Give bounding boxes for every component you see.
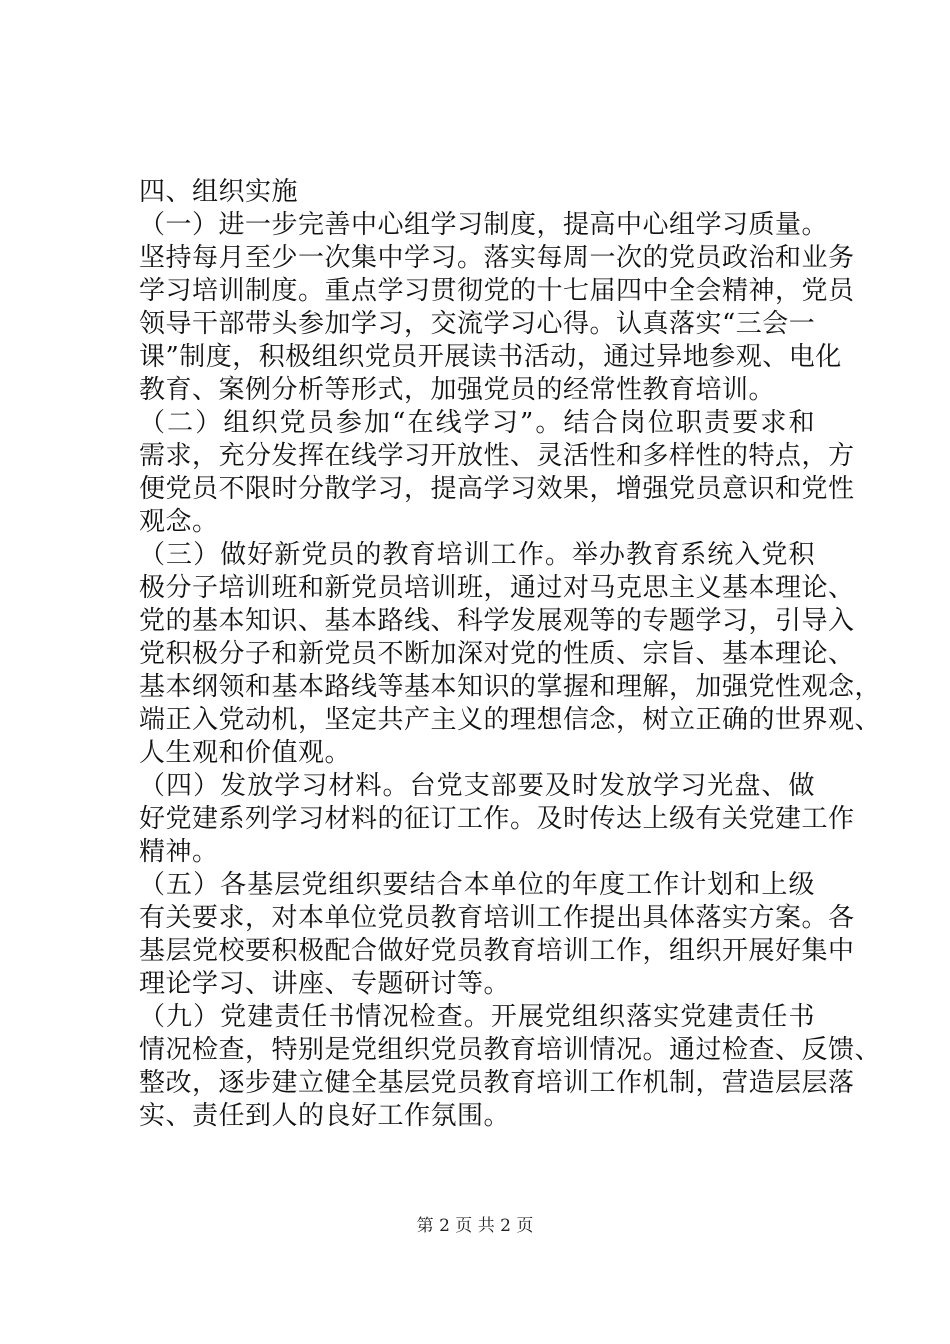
- text-line: （四）发放学习材料。台党支部要及时发放学习光盘、做: [139, 771, 815, 801]
- text-line: 教育、案例分析等形式，加强党员的经常性教育培训。: [139, 375, 776, 405]
- page-footer: 第 2 页 共 2 页: [416, 1216, 534, 1236]
- text-line: （三）做好新党员的教育培训工作。举办教育系统入党积: [139, 540, 815, 570]
- text-line: （二）组织党员参加“在线学习”。结合岗位职责要求和: [139, 408, 815, 438]
- text-line: 人生观和价值观。: [139, 738, 352, 768]
- text-line: 理论学习、讲座、专题研讨等。: [139, 969, 511, 999]
- text-line: （五）各基层党组织要结合本单位的年度工作计划和上级: [139, 870, 815, 900]
- text-line: 精神。: [139, 837, 219, 867]
- document-body: [139, 176, 882, 1133]
- text-line: 情况检查，特别是党组织党员教育培训情况。通过检查、反馈、: [139, 1035, 882, 1065]
- text-line: 党积极分子和新党员不断加深对党的性质、宗旨、基本理论、: [139, 639, 855, 669]
- text-line: 学习培训制度。重点学习贯彻党的十七届四中全会精神，党员: [139, 276, 855, 306]
- text-line: （一）进一步完善中心组学习制度，提高中心组学习质量。: [139, 210, 829, 240]
- text-line: （九）党建责任书情况检查。开展党组织落实党建责任书: [139, 1002, 815, 1032]
- text-line: 好党建系列学习材料的征订工作。及时传达上级有关党建工作: [139, 804, 855, 834]
- text-line: 四、组织实施: [139, 177, 299, 207]
- text-line: 课”制度，积极组织党员开展读书活动，通过异地参观、电化: [139, 342, 842, 372]
- text-line: 有关要求，对本单位党员教育培训工作提出具体落实方案。各: [139, 903, 855, 933]
- text-line: 坚持每月至少一次集中学习。落实每周一次的党员政治和业务: [139, 243, 855, 273]
- text-line: 实、责任到人的良好工作氛围。: [139, 1101, 511, 1131]
- text-line: 极分子培训班和新党员培训班，通过对马克思主义基本理论、: [139, 573, 855, 603]
- text-line: 观念。: [139, 507, 219, 537]
- text-line: 整改，逐步建立健全基层党员教育培训工作机制，营造层层落: [139, 1068, 855, 1098]
- text-line: 便党员不限时分散学习，提高学习效果，增强党员意识和党性: [139, 474, 855, 504]
- text-line: 领导干部带头参加学习，交流学习心得。认真落实“三会一: [139, 309, 816, 339]
- text-line: 基层党校要积极配合做好党员教育培训工作，组织开展好集中: [139, 936, 855, 966]
- text-line: 需求，充分发挥在线学习开放性、灵活性和多样性的特点，方: [139, 441, 855, 471]
- text-line: 党的基本知识、基本路线、科学发展观等的专题学习，引导入: [139, 606, 855, 636]
- text-line: 基本纲领和基本路线等基本知识的掌握和理解，加强党性观念，: [139, 672, 882, 702]
- text-line: 端正入党动机，坚定共产主义的理想信念，树立正确的世界观、: [139, 705, 882, 735]
